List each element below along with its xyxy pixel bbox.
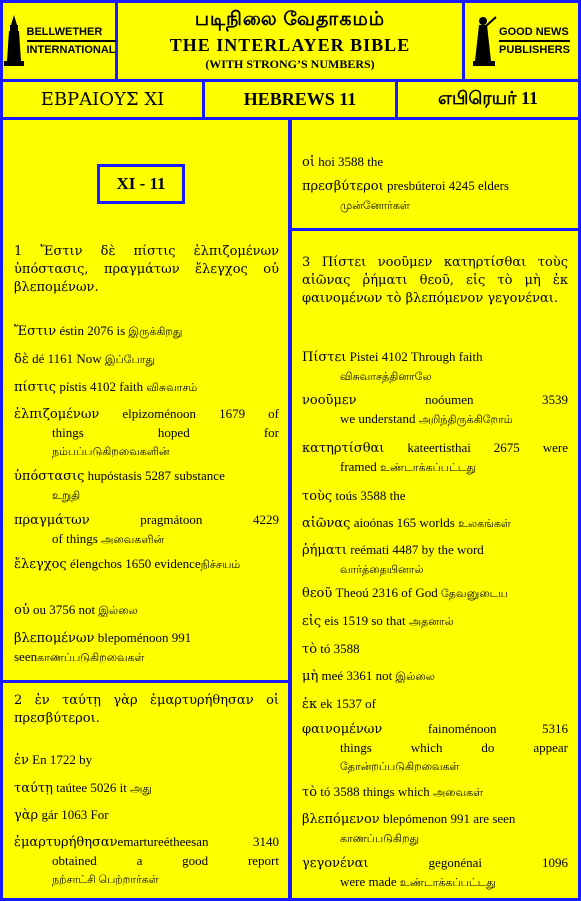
entry-line <box>302 487 568 506</box>
entry-line <box>14 833 279 852</box>
word-entry <box>302 514 568 533</box>
greek-word: γὰρ <box>14 808 39 823</box>
entry-line <box>302 612 568 631</box>
tamil-gloss: வார்த்தையினால் <box>340 564 424 576</box>
transliteration-strongs-gloss: taútee 5026 it <box>52 780 131 795</box>
greek-word: τὸ <box>302 642 318 657</box>
tamil-line <box>14 870 279 889</box>
transliteration-strongs-gloss: dé 1161 Now <box>28 351 105 366</box>
entry-line <box>302 391 568 410</box>
greek-word: αἰῶνας <box>302 516 351 531</box>
left-logo-panel <box>3 3 115 79</box>
transliteration-strongs-gloss: blepómenon 991 are seen <box>379 811 516 826</box>
greek-word: ἐκ <box>302 697 318 712</box>
entry-continuation <box>302 410 568 429</box>
book-title-greek: ΕΒΡΑΙΟΥΣ XI <box>3 82 202 117</box>
transliteration-strongs-gloss: meé 3361 not <box>318 668 396 683</box>
word-entry <box>14 629 279 667</box>
logo-line1: BELLWETHER <box>26 26 103 38</box>
word-entry <box>14 555 279 574</box>
word-entry <box>302 177 568 215</box>
title-tamil: படிநிலை வேதாகமம் <box>194 9 386 30</box>
transliteration-strongs-gloss: Theoú 2316 of God <box>332 585 441 600</box>
greek-word: πρεσβύτεροι <box>302 179 384 194</box>
english-gloss: we understand <box>340 411 419 426</box>
word-entry <box>302 348 568 386</box>
english-gloss: of things <box>52 531 102 546</box>
tamil-line <box>302 560 568 579</box>
word-entry <box>14 322 279 341</box>
tamil-gloss: இப்போது <box>104 354 156 366</box>
tamil-gloss: நம்பப்படுகிறவைகளின் <box>52 446 170 458</box>
greek-word: κατηρτίσθαι <box>302 441 385 456</box>
word-entry <box>14 601 279 620</box>
greek-word: ῥήματι <box>302 543 347 558</box>
trumpet-figure-icon <box>473 15 497 67</box>
chapter-label: XI - 11 <box>97 164 185 204</box>
greek-word: ἐλπιζομένων <box>14 407 100 422</box>
greek-word: δὲ <box>14 352 29 367</box>
tamil-gloss: இல்லை <box>98 605 138 617</box>
entry-line <box>302 783 568 802</box>
tamil-gloss: இல்லை <box>395 671 435 683</box>
transliteration-strongs-gloss: tó 3588 things which <box>317 784 433 799</box>
transliteration-strongs-gloss: eis 1519 so that <box>321 613 409 628</box>
greek-word: Ἔστιν <box>14 324 57 339</box>
tamil-line <box>14 486 279 505</box>
greek-word: εἰς <box>302 614 322 629</box>
tamil-gloss: அதனால் <box>408 616 454 628</box>
greek-word: οὐ <box>14 603 30 618</box>
entry-continuation <box>14 852 279 870</box>
english-gloss: framed <box>340 459 381 474</box>
entry-line <box>14 350 279 369</box>
logo-line1: GOOD NEWS <box>499 26 569 38</box>
transliteration-strongs-gloss: emartureétheesan 3140 <box>117 834 279 849</box>
transliteration-strongs-gloss: hoi 3588 the <box>314 154 384 169</box>
right-logo-panel <box>465 3 578 79</box>
greek-word: βλεπομένων <box>14 631 95 646</box>
greek-word: γεγονέναι <box>302 856 369 871</box>
entry-continuation <box>14 424 279 442</box>
tamil-gloss: உண்டாக்கப்பட்டது <box>380 462 477 474</box>
entry-line <box>14 555 279 574</box>
tamil-gloss: நிச்சயம் <box>200 559 241 571</box>
word-entry <box>302 854 568 892</box>
verse-2-text: 2 ἐν ταύτῃ γὰρ ἐμαρτυρήθησαν οἱ πρεσβύτεροι. <box>14 693 279 726</box>
left-pane-top <box>3 120 288 680</box>
tamil-line <box>302 367 568 386</box>
entry-line <box>302 854 568 873</box>
transliteration-strongs-gloss: ek 1537 of <box>317 696 376 711</box>
english-gloss: things which do appear <box>340 740 568 755</box>
greek-word: τοὺς <box>302 489 333 504</box>
transliteration-strongs-gloss: gegonénai 1096 <box>368 855 568 870</box>
word-entry <box>302 720 568 776</box>
greek-word: πίστις <box>14 380 57 395</box>
verse-3-text: 3 Πίστει νοοῦμεν κατηρτίσθαι τοὺς αἰῶνας ῥήματι θεοῦ, εἰς τὸ μὴ ἐκ φαινομένων τὸ βλεπόμενον γεγονέναι. <box>302 255 568 306</box>
transliteration-strongs-gloss: pístis 4102 faith <box>56 379 147 394</box>
greek-word: φαινομένων <box>302 722 383 737</box>
greek-word: ἐν <box>14 753 29 768</box>
greek-word: ὑπόστασις <box>14 469 85 484</box>
logo-line2: PUBLISHERS <box>499 44 570 56</box>
entry-line <box>14 405 279 424</box>
word-entry <box>14 779 279 798</box>
tamil-line <box>302 829 568 848</box>
entry-continuation <box>14 530 279 549</box>
greek-word: ταύτῃ <box>14 781 53 796</box>
entry-line <box>302 667 568 686</box>
entry-line <box>14 601 279 620</box>
tamil-gloss: உலகங்கள் <box>458 518 511 530</box>
transliteration-strongs-gloss: presbúteroi 4245 elders <box>383 178 509 193</box>
entry-line <box>14 629 279 667</box>
entry-line <box>302 514 568 533</box>
word-entry <box>302 541 568 579</box>
tamil-gloss: விசுவாசம் <box>146 382 198 394</box>
tamil-line <box>14 442 279 461</box>
title-english: THE INTERLAYER BIBLE <box>169 35 411 55</box>
logo-line2: INTERNATIONAL <box>26 44 116 56</box>
tamil-gloss: அறிந்திருக்கிறோம் <box>418 414 513 426</box>
entry-line <box>302 584 568 603</box>
greek-word: ἐμαρτυρήθησαν <box>14 835 118 850</box>
book-title-english: HEBREWS 11 <box>205 82 395 117</box>
entry-line <box>14 322 279 341</box>
transliteration-strongs-gloss: kateertisthai 2675 were <box>384 440 568 455</box>
tamil-gloss: அவைகளின் <box>101 534 165 546</box>
transliteration-strongs-gloss: blepoménoon 991 seen <box>14 630 192 664</box>
tamil-line <box>302 196 568 215</box>
transliteration-strongs-gloss: ou 3756 not <box>29 602 99 617</box>
entry-line <box>14 806 279 825</box>
english-gloss: things hoped for <box>52 425 279 440</box>
greek-word: μὴ <box>302 669 319 684</box>
title-panel <box>118 3 462 79</box>
book-title-tamil: எபிரெயர் 11 <box>398 82 578 117</box>
tamil-gloss: முன்னோர்கள் <box>340 200 410 212</box>
tamil-gloss: தேவனுடைய <box>440 588 508 600</box>
tamil-gloss: விசுவாசத்தினாலே <box>340 371 432 383</box>
tamil-gloss: உண்டாக்கப்பட்டது <box>399 877 496 889</box>
tamil-gloss: காணப்படுகிறது <box>340 833 420 845</box>
word-entry <box>302 612 568 631</box>
greek-word: θεοῦ <box>302 586 333 601</box>
greek-word: βλεπόμενον <box>302 812 380 827</box>
entry-line <box>14 378 279 397</box>
entry-line <box>302 640 568 659</box>
word-entry <box>14 833 279 889</box>
tamil-gloss: அது <box>130 783 152 795</box>
transliteration-strongs-gloss: aioónas 165 worlds <box>350 515 459 530</box>
title-subtitle: (WITH STRONG’S NUMBERS) <box>205 57 375 71</box>
entry-line <box>302 153 568 172</box>
word-entry <box>14 378 279 397</box>
transliteration-strongs-gloss: tó 3588 <box>317 641 360 656</box>
english-gloss: were made <box>340 874 400 889</box>
word-entry <box>302 667 568 686</box>
entry-line <box>302 439 568 458</box>
verse-1-text: 1 Ἔστιν δὲ πίστις ἐλπιζομένων ὑπόστασις, πραγμάτων ἔλεγχος οὐ βλεπομένων. <box>14 244 279 295</box>
entry-continuation <box>302 873 568 892</box>
tamil-gloss: உறுதி <box>52 490 81 502</box>
greek-word: ἔλεγχος <box>14 557 67 572</box>
word-entry <box>302 584 568 603</box>
word-entry <box>302 391 568 429</box>
word-entry <box>302 783 568 802</box>
greek-word: Πίστει <box>302 350 347 365</box>
transliteration-strongs-gloss: hupóstasis 5287 substance <box>84 468 225 483</box>
transliteration-strongs-gloss: toús 3588 the <box>332 488 406 503</box>
entry-line <box>302 810 568 829</box>
tamil-gloss: காணப்படுகிறவைகள் <box>37 652 145 664</box>
tamil-gloss: நற்சாட்சி பெற்றார்கள் <box>52 874 159 886</box>
entry-line <box>302 541 568 560</box>
entry-line <box>302 720 568 739</box>
transliteration-strongs-gloss: pragmátoon 4229 <box>89 512 279 527</box>
word-entry <box>302 487 568 506</box>
good-news-logo <box>473 15 570 67</box>
word-entry <box>14 751 279 770</box>
entry-line <box>302 177 568 196</box>
word-entry <box>302 810 568 848</box>
word-entry <box>302 439 568 477</box>
entry-line <box>302 348 568 367</box>
tamil-gloss: தோன்றப்படுகிறவைகள் <box>340 761 460 773</box>
entry-line <box>14 467 279 486</box>
transliteration-strongs-gloss: noóumen 3539 <box>356 392 568 407</box>
transliteration-strongs-gloss: reémati 4487 by the word <box>346 542 484 557</box>
transliteration-strongs-gloss: élengchos 1650 evidence <box>66 556 201 571</box>
word-entry <box>302 695 568 714</box>
greek-word: νοοῦμεν <box>302 393 357 408</box>
tamil-gloss: இருக்கிறது <box>128 326 183 338</box>
word-entry <box>14 350 279 369</box>
greek-word: πραγμάτων <box>14 513 90 528</box>
entry-continuation <box>302 458 568 477</box>
bell-tower-icon <box>3 15 25 67</box>
transliteration-strongs-gloss: elpizoménoon 1679 of <box>99 406 279 421</box>
transliteration-strongs-gloss: fainoménoon 5316 <box>382 721 568 736</box>
transliteration-strongs-gloss: En 1722 by <box>28 752 93 767</box>
word-entry <box>14 405 279 461</box>
greek-word: τὸ <box>302 785 318 800</box>
word-entry <box>14 467 279 505</box>
bellwether-logo <box>3 15 116 67</box>
word-entry <box>14 511 279 549</box>
word-entry <box>302 640 568 659</box>
tamil-line <box>302 757 568 776</box>
entry-line <box>14 511 279 530</box>
greek-word: οἱ <box>302 155 315 170</box>
word-entry <box>14 806 279 825</box>
entry-line <box>14 751 279 770</box>
entry-line <box>302 695 568 714</box>
entry-continuation <box>302 739 568 757</box>
transliteration-strongs-gloss: Pistei 4102 Through faith <box>346 349 483 364</box>
transliteration-strongs-gloss: gár 1063 For <box>38 807 109 822</box>
word-entry <box>302 153 568 172</box>
tamil-gloss: அவைகள் <box>432 787 484 799</box>
entry-line <box>14 779 279 798</box>
english-gloss: obtained a good report <box>52 853 279 868</box>
transliteration-strongs-gloss: éstin 2076 is <box>56 323 129 338</box>
